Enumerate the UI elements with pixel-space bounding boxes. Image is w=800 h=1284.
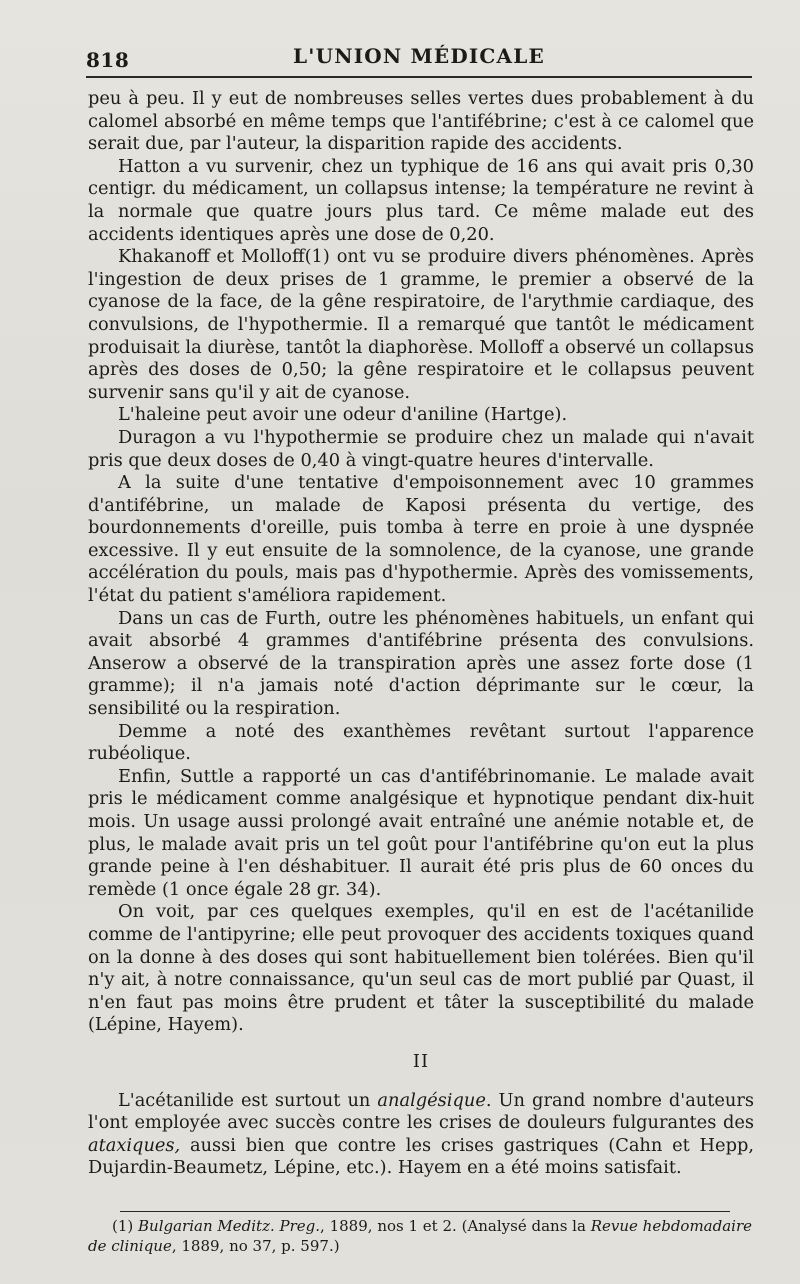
journal-title: L'UNION MÉDICALE bbox=[293, 44, 545, 68]
footnote-marker: (1) bbox=[112, 1217, 139, 1235]
page-number: 818 bbox=[86, 48, 130, 72]
header-rule bbox=[86, 76, 752, 78]
paragraph: Duragon a vu l'hypothermie se produire chez un malade qui n'avait pris que deux doses de 0,40 à vingt-quatre heures d'intervalle. bbox=[88, 426, 754, 471]
paragraph: A la suite d'une tentative d'empoisonnement avec 10 grammes d'antifébrine, un malade de Kaposi présenta du vertige, des bourdonnements d'oreille, puis tomba à terre en proie à une dyspnée excessive. Il y eut ensuite de la somnolence, de la cyanose, une grande accélération du pouls, mais pas d'hypothermie. Après des vomissements, l'état du patient s'améliora rapidement. bbox=[88, 472, 754, 607]
page-header bbox=[86, 40, 752, 80]
footnote-rule bbox=[120, 1211, 730, 1212]
footnote-end: , 1889, no 37, p. 597.) bbox=[171, 1237, 340, 1255]
paragraph: Dans un cas de Furth, outre les phénomènes habituels, un enfant qui avait absorbé 4 grammes d'antifébrine présenta des convulsions. Anserow a observé de la transpiration après une assez forte dose (1 gramme); il n'a jamais noté d'action déprimante sur le cœur, la sensibilité ou la respiration. bbox=[88, 607, 754, 720]
emphasis-ataxiques: ataxiques, bbox=[88, 1134, 181, 1156]
section-text-start: L'acétanilide est surtout un bbox=[118, 1089, 378, 1111]
section-number: II bbox=[412, 1050, 430, 1072]
footnote-text bbox=[88, 1216, 752, 1256]
paragraph: Hatton a vu survenir, chez un typhique de 16 ans qui avait pris 0,30 centigr. du médicament, un collapsus intense; la température ne revint à la normale que quatre jours plus tard. Ce même malade eut des accidents identiques après une dose de 0,20. bbox=[88, 155, 754, 245]
paragraph: Demme a noté des exanthèmes revêtant surtout l'apparence rubéolique. bbox=[88, 720, 754, 765]
section-text-mid: . Un grand nombre d'auteurs l'ont employée avec succès contre les crises de douleurs fulgurantes des bbox=[88, 1089, 754, 1134]
paragraph: peu à peu. Il y eut de nombreuses selles vertes dues probablement à du calomel absorbé en même temps que l'antifébrine; c'est à ce calomel que serait due, par l'auteur, la disparition rapide des accidents. bbox=[88, 88, 754, 155]
footnote bbox=[88, 1216, 752, 1256]
paragraph: Khakanoff et Molloff(1) ont vu se produire divers phénomènes. Après l'ingestion de deux prises de 1 gramme, le premier a observé de la cyanose de la face, de la gêne respiratoire, de l'arythmie cardiaque, des convulsions, de l'hypothermie. Il a remarqué que tantôt le médicament produisait la diurèse, tantôt la diaphorèse. Molloff a observé un collapsus après des doses de 0,50; la gêne respiratoire et le collapsus peuvent survenir sans qu'il y ait de cyanose. bbox=[88, 246, 754, 403]
section-paragraph bbox=[88, 1090, 754, 1180]
emphasis-analgesique: analgésique bbox=[377, 1089, 486, 1111]
article-body bbox=[88, 88, 754, 1180]
paragraph: L'haleine peut avoir une odeur d'aniline (Hartge). bbox=[118, 404, 568, 426]
footnote-review: Revue hebdomadaire de clinique bbox=[88, 1217, 753, 1255]
paragraph: Enfin, Suttle a rapporté un cas d'antifébrinomanie. Le malade avait pris le médicament comme analgésique et hypnotique pendant dix-huit mois. Un usage aussi prolongé avait entraîné une anémie notable et, de plus, le malade avait pris un tel goût pour l'antifébrine qu'on eut la plus grande peine à l'en déshabituer. Il aurait été pris plus de 60 onces du remède (1 once égale 28 gr. 34). bbox=[88, 765, 754, 900]
section-text-end: aussi bien que contre les crises gastriques (Cahn et Hepp, Dujardin-Beaumetz, Lépine, etc.). Hayem en a été moins satisfait. bbox=[88, 1134, 754, 1179]
footnote-details: , 1889, nos 1 et 2. (Analysé dans la bbox=[320, 1217, 591, 1235]
paragraph: On voit, par ces quelques exemples, qu'il en est de l'acétanilide comme de l'antipyrine; elle peut provoquer des accidents toxiques quand on la donne à des doses qui sont habituellement bien tolérées. Bien qu'il n'y ait, à notre connaissance, qu'un seul cas de mort publié par Quast, il n'en faut pas moins être prudent et tâter la susceptibilité du malade (Lépine, Hayem). bbox=[88, 901, 754, 1036]
footnote-journal: Bulgarian Meditz. Preg. bbox=[138, 1217, 321, 1235]
